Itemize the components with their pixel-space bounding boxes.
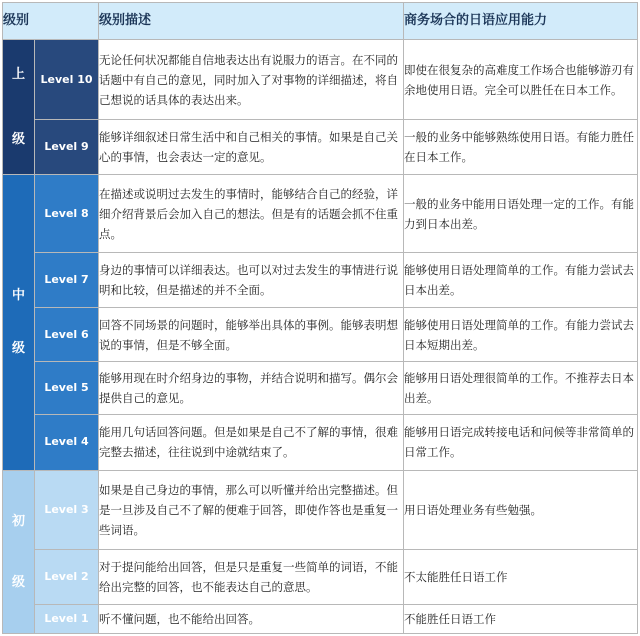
table-row [3,362,638,414]
table-row [3,308,638,362]
header-business-ability: 商务场合的日语应用能力 [404,3,638,40]
table-row [3,40,638,120]
header-level: 级别 [3,3,99,40]
level-label: Level 3 [35,470,99,549]
business-ability: 一般的业务中能用日语处理一定的工作。有能力到日本出差。 [404,175,638,253]
table-row [3,175,638,253]
tier-beginner [3,470,35,633]
level-label: Level 1 [35,604,99,633]
table-row [3,120,638,175]
table-row [3,414,638,470]
business-ability: 不太能胜任日语工作 [404,549,638,604]
level-label: Level 10 [35,40,99,120]
business-ability: 不能胜任日语工作 [404,604,638,633]
business-ability: 即使在很复杂的高难度工作场合也能够游刃有余地使用日语。完全可以胜任在日本工作。 [404,40,638,120]
level-label: Level 4 [35,414,99,470]
level-description: 能够详细叙述日常生活中和自己相关的事情。如果是自己关心的事情，也会表达一定的意见。 [99,120,404,175]
business-ability: 能够用日语完成转接电话和问候等非常简单的日常工作。 [404,414,638,470]
tier-beginner-char-2: 级 [11,574,25,590]
level-label: Level 2 [35,549,99,604]
tier-advanced-char-1: 上 [11,67,25,83]
level-description: 身边的事情可以详细表达。也可以对过去发生的事情进行说明和比较，但是描述的并不全面。 [99,253,404,308]
table-row [3,549,638,604]
table-row [3,253,638,308]
level-description: 能够用现在时介绍身边的事物，并结合说明和描写。偶尔会提供自己的意见。 [99,362,404,414]
level-label: Level 6 [35,308,99,362]
tier-intermediate-char-1: 中 [11,288,25,304]
level-description: 能用几句话回答问题。但是如果是自己不了解的事情，很难完整去描述，往往说到中途就结束了。 [99,414,404,470]
level-description: 回答不同场景的问题时，能够举出具体的事例。能够表明想说的事情，但是不够全面。 [99,308,404,362]
level-label: Level 7 [35,253,99,308]
business-ability: 一般的业务中能够熟练使用日语。有能力胜任在日本工作。 [404,120,638,175]
business-ability: 能够用日语处理很简单的工作。不推荐去日本出差。 [404,362,638,414]
tier-intermediate [3,175,35,470]
level-description: 听不懂问题，也不能给出回答。 [99,604,404,633]
tier-advanced-char-2: 级 [11,132,25,148]
level-description: 在描述或说明过去发生的事情时，能够结合自己的经验，详细介绍背景后会加入自己的想法。但是有的话题会抓不住重点。 [99,175,404,253]
business-ability: 能够使用日语处理简单的工作。有能力尝试去日本短期出差。 [404,308,638,362]
level-label: Level 9 [35,120,99,175]
tier-advanced [3,40,35,175]
table-row [3,470,638,549]
level-description: 如果是自己身边的事情，那么可以听懂并给出完整描述。但是一旦涉及自己不了解的便难于回答，即使作答也是重复一些词语。 [99,470,404,549]
table-row [3,604,638,633]
level-label: Level 5 [35,362,99,414]
tier-beginner-char-1: 初 [11,513,25,529]
business-ability: 用日语处理业务有些勉强。 [404,470,638,549]
header-description: 级别描述 [99,3,404,40]
level-description: 无论任何状况都能自信地表达出有说服力的语言。在不同的话题中有自己的意见，同时加入了对事物的详细描述，将自己想说的话具体的表达出来。 [99,40,404,120]
level-label: Level 8 [35,175,99,253]
business-ability: 能够使用日语处理简单的工作。有能力尝试去日本出差。 [404,253,638,308]
header-row [3,3,638,40]
tier-intermediate-char-2: 级 [11,341,25,357]
level-description: 对于提问能给出回答，但是只是重复一些简单的词语，不能给出完整的回答，也不能表达自己的意思。 [99,549,404,604]
japanese-level-table [2,2,638,634]
